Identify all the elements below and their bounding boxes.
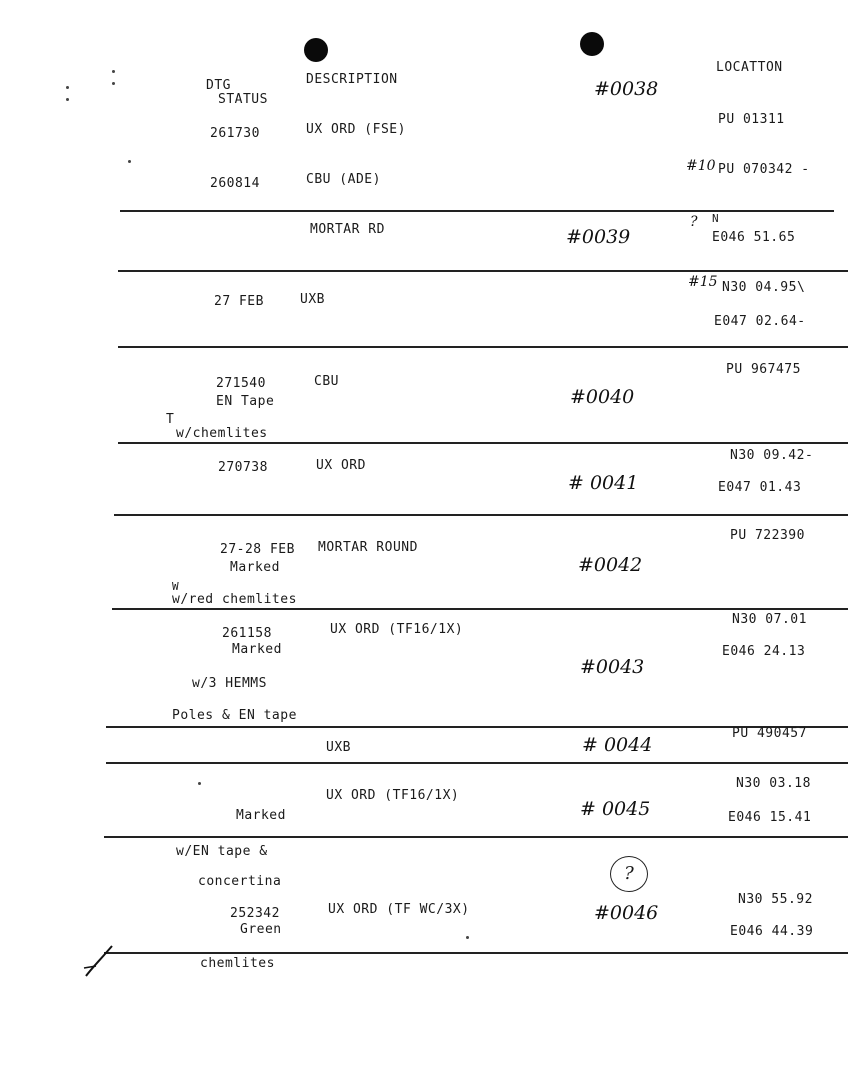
ref-0045: # 0045 — [580, 798, 651, 820]
dtg-270738: 270738 — [218, 460, 268, 475]
desc-cbu-ade: CBU (ADE) — [306, 172, 381, 187]
loc-pu-01311: PU 01311 — [718, 112, 785, 127]
extra-poles-en-tape: Poles & EN tape — [172, 708, 297, 723]
divider — [106, 762, 848, 764]
dtg-261158: 261158 — [222, 626, 272, 641]
divider — [118, 442, 848, 444]
status-marked: Marked — [232, 642, 282, 657]
ref-0040: #0040 — [570, 386, 635, 408]
divider — [104, 952, 848, 954]
desc-ux-ord-tf16-1x: UX ORD (TF16/1X) — [326, 788, 460, 803]
header-description: DESCRIPTION — [306, 72, 398, 87]
desc-ux-ord: UX ORD — [316, 458, 366, 473]
divider — [118, 270, 848, 272]
dtg-252342: 252342 — [230, 906, 280, 921]
loc-e046-15-41: E046 15.41 — [728, 810, 812, 825]
status-marked: Marked — [236, 808, 286, 823]
status-en-tape: EN Tape — [216, 394, 275, 409]
extra-t: T — [166, 412, 175, 427]
loc-e047-01-43: E047 01.43 — [718, 480, 802, 495]
ref-0043: #0043 — [580, 656, 645, 678]
loc-note-question: ? — [690, 214, 698, 230]
divider — [118, 346, 848, 348]
dtg-27-28-feb: 27-28 FEB — [220, 542, 295, 557]
loc-pu-070342: PU 070342 - — [718, 162, 810, 177]
speck — [112, 70, 115, 73]
circled-question-mark: ? — [610, 856, 648, 892]
loc-n30-55-92: N30 55.92 — [738, 892, 813, 907]
punch-hole-right — [580, 32, 604, 56]
ref-0041: # 0041 — [568, 472, 639, 494]
status-green: Green — [240, 922, 282, 937]
dtg-261730: 261730 — [210, 126, 260, 141]
divider — [114, 514, 848, 516]
header-dtg: DTG — [206, 78, 231, 93]
ref-0038: #0038 — [594, 78, 659, 100]
divider — [112, 608, 848, 610]
speck — [128, 160, 131, 163]
loc-pu-490457: PU 490457 — [732, 726, 807, 741]
loc-note-10: #10 — [686, 158, 716, 174]
loc-pu-722390: PU 722390 — [730, 528, 805, 543]
loc-n-mark: N — [712, 212, 720, 225]
desc-ux-ord-tf-wc-3x: UX ORD (TF WC/3X) — [328, 902, 470, 917]
divider — [104, 836, 848, 838]
speck — [198, 782, 201, 785]
desc-mortar-rd: MORTAR RD — [310, 222, 385, 237]
extra-concertina: concertina — [198, 874, 282, 889]
extra-chemlites: chemlites — [200, 956, 275, 971]
desc-uxb: UXB — [300, 292, 325, 307]
loc-e046-51-65: E046 51.65 — [712, 230, 796, 245]
extra-w-3-hemms: w/3 HEMMS — [192, 676, 267, 691]
extra-w-red-chemlites: w/red chemlites — [172, 592, 297, 607]
dtg-27-feb: 27 FEB — [214, 294, 264, 309]
loc-e047-02-64: E047 02.64- — [714, 314, 806, 329]
desc-mortar-round: MORTAR ROUND — [318, 540, 418, 555]
ref-0044: # 0044 — [582, 734, 653, 756]
loc-e046-44-39: E046 44.39 — [730, 924, 814, 939]
punch-hole-left — [304, 38, 328, 62]
speck — [66, 86, 69, 89]
divider — [120, 210, 834, 212]
ref-0039: #0039 — [566, 226, 631, 248]
speck — [66, 98, 69, 101]
speck — [466, 936, 469, 939]
extra-w-chemlites: w/chemlites — [176, 426, 268, 441]
header-location: LOCATTON — [716, 60, 783, 75]
dtg-260814: 260814 — [210, 176, 260, 191]
pen-stroke — [82, 942, 122, 982]
ref-0042: #0042 — [578, 554, 643, 576]
dtg-271540: 271540 — [216, 376, 266, 391]
extra-w-en-tape: w/EN tape & — [176, 844, 268, 859]
status-marked: Marked — [230, 560, 280, 575]
desc-ux-ord-tf16-1x: UX ORD (TF16/1X) — [330, 622, 464, 637]
desc-cbu: CBU — [314, 374, 339, 389]
speck — [112, 82, 115, 85]
loc-e046-24-13: E046 24.13 — [722, 644, 806, 659]
extra-w: W — [172, 580, 180, 593]
desc-ux-ord-fse: UX ORD (FSE) — [306, 122, 406, 137]
loc-note-15: #15 — [688, 274, 718, 290]
loc-n30-04-95: N30 04.95\ — [722, 280, 806, 295]
ref-0046: #0046 — [594, 902, 659, 924]
desc-uxb: UXB — [326, 740, 351, 755]
loc-n30-09-42: N30 09.42- — [730, 448, 814, 463]
loc-n30-07-01: N30 07.01 — [732, 612, 807, 627]
loc-pu-967475: PU 967475 — [726, 362, 801, 377]
header-status: STATUS — [218, 92, 268, 107]
loc-n30-03-18: N30 03.18 — [736, 776, 811, 791]
